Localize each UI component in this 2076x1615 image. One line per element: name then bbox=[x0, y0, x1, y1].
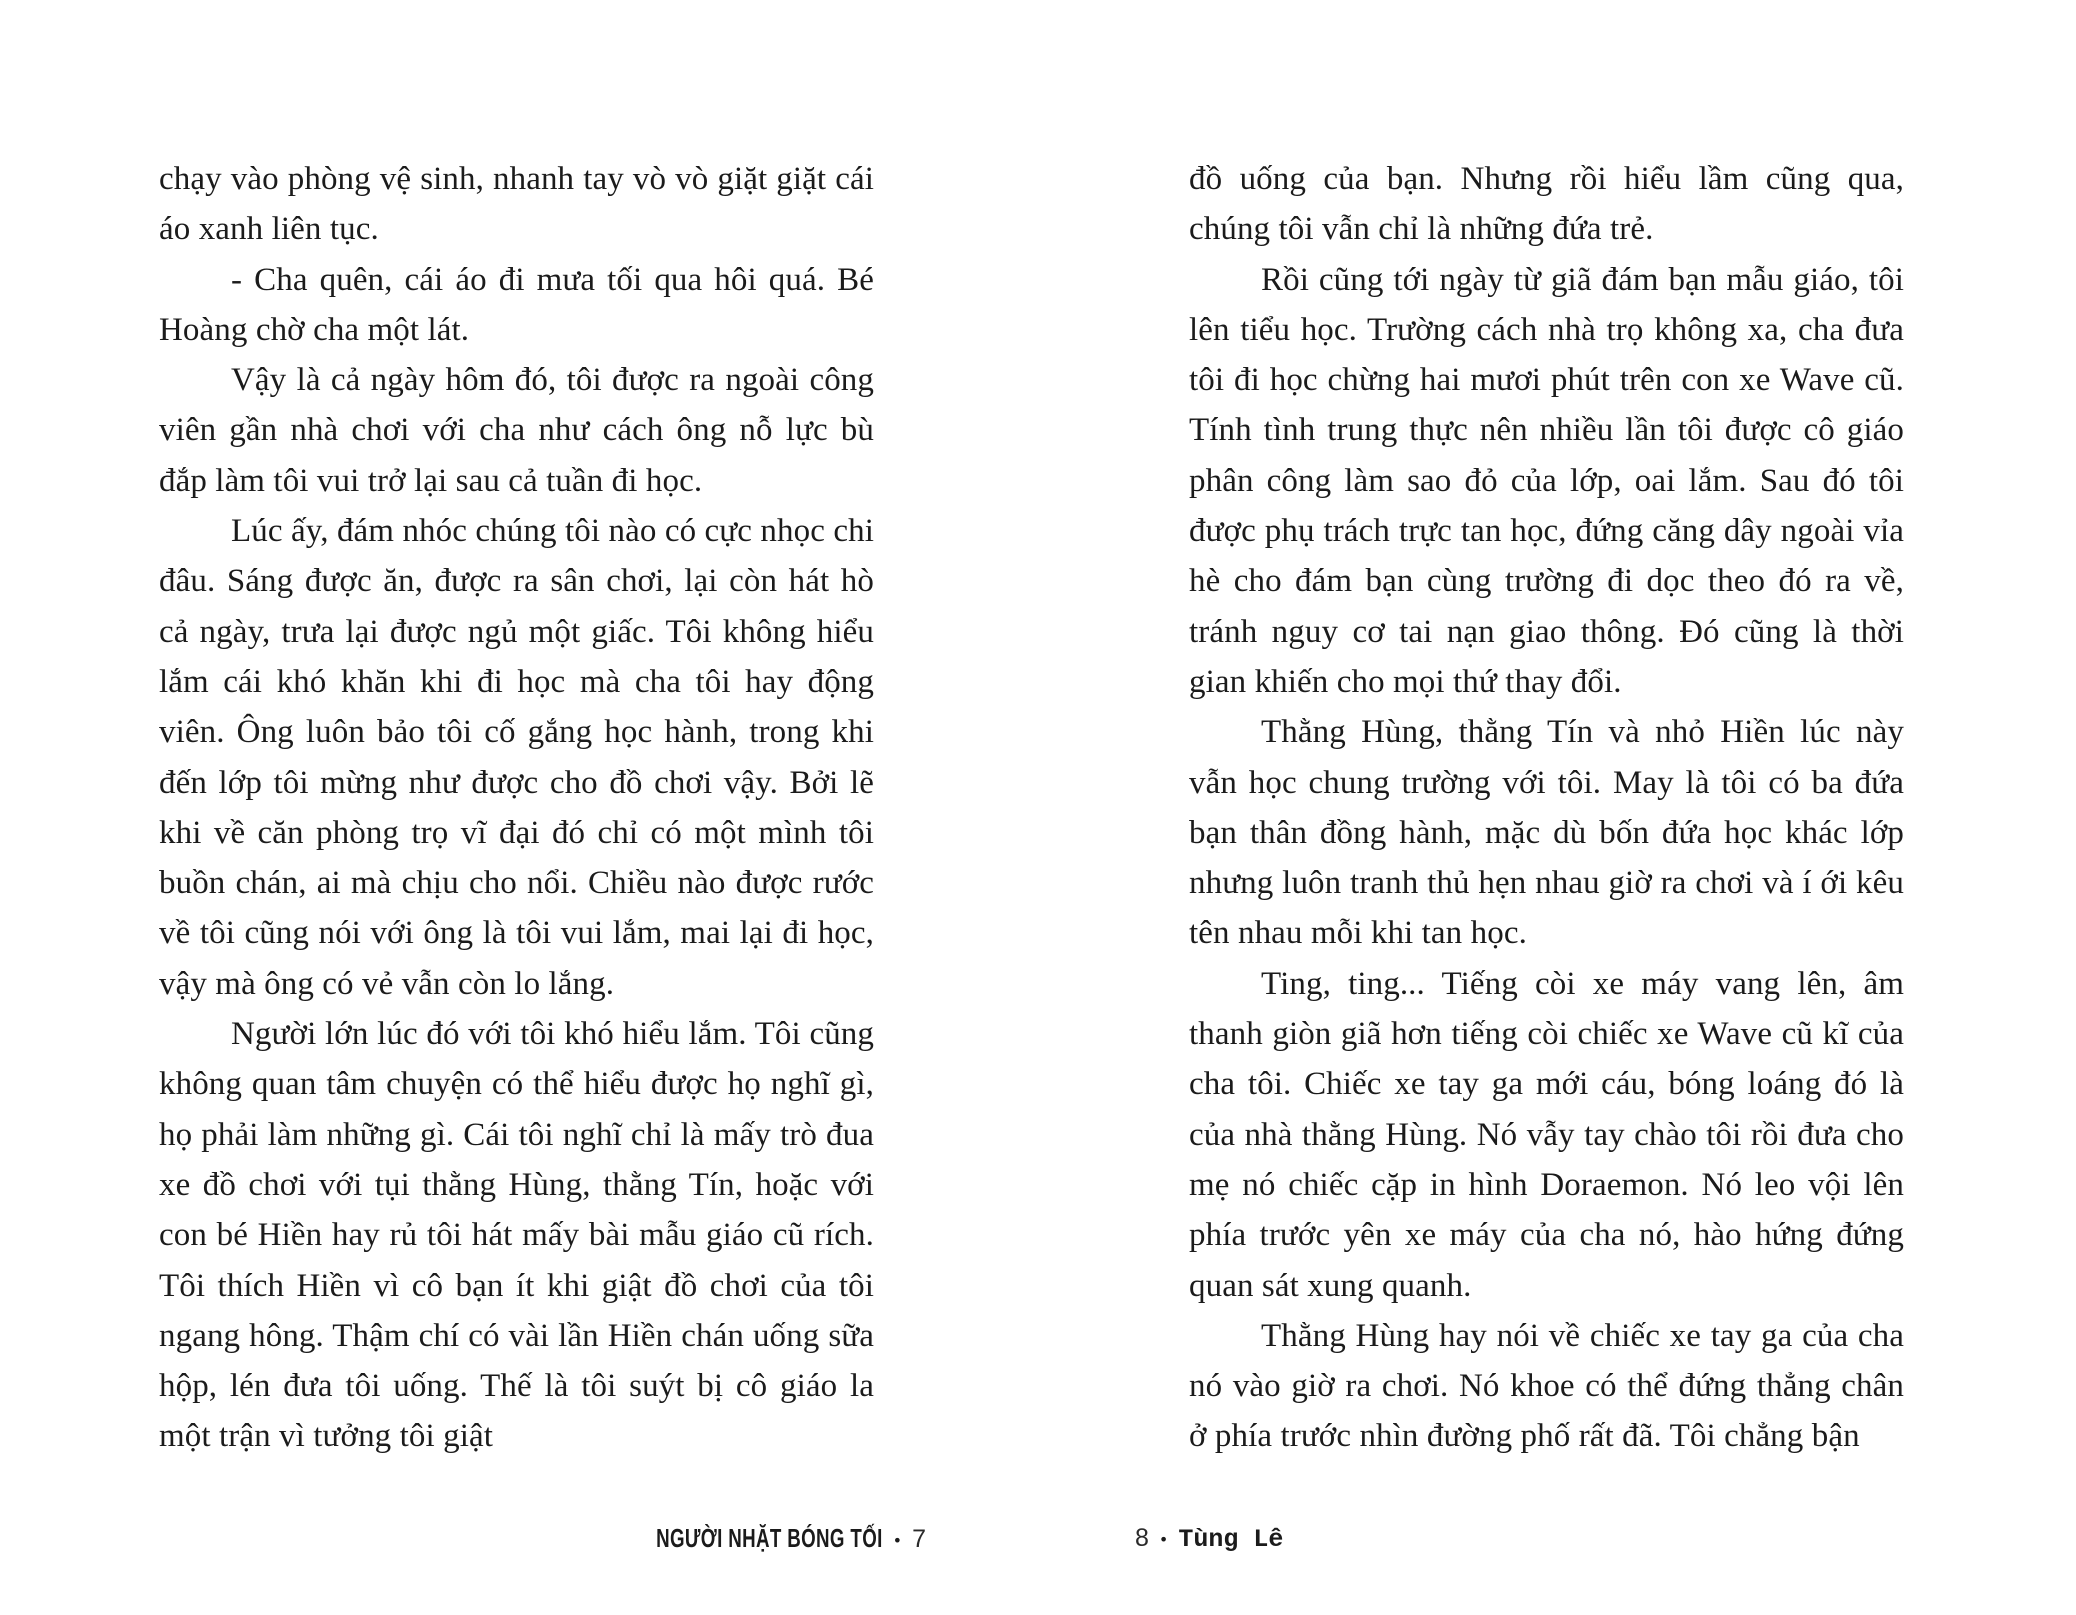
page-number-right: 8 bbox=[1135, 1524, 1149, 1552]
right-paragraph-2: Rồi cũng tới ngày từ giã đám bạn mẫu giáo, tôi lên tiểu học. Trường cách nhà trọ không xa, cha đưa tôi đi học chừng hai mươi phút trên con xe Wave cũ. Tính tình trung thực nên nhiều lần tôi được cô giáo phân công làm sao đỏ của lớp, oai lắm. Sau đó tôi được phụ trách trực tan học, đứng căng dây ngoài vỉa hè cho đám bạn cùng trường đi dọc theo đó ra về, tránh nguy cơ tai nạn giao thông. Đó cũng là thời gian khiến cho mọi thứ thay đổi. bbox=[1189, 261, 1904, 700]
right-page bbox=[1038, 0, 2076, 1615]
left-paragraph-5: Người lớn lúc đó với tôi khó hiểu lắm. Tôi cũng không quan tâm chuyện có thể hiểu được họ nghĩ gì, họ phải làm những gì. Cái tôi nghĩ chỉ là mấy trò đua xe đồ chơi với tụi thằng Hùng, thằng Tín, hoặc với con bé Hiền hay rủ tôi hát mấy bài mẫu giáo cũ rích. Tôi thích Hiền vì cô bạn ít khi giật đồ chơi của tôi ngang hông. Thậm chí có vài lần Hiền chán uống sữa hộp, lén đưa tôi uống. Thế là tôi suýt bị cô giáo la một trận vì tưởng tôi giật bbox=[159, 1016, 874, 1455]
right-paragraph-1: đồ uống của bạn. Nhưng rồi hiểu lầm cũng qua, chúng tôi vẫn chỉ là những đứa trẻ. bbox=[1189, 161, 1904, 248]
right-paragraph-3: Thằng Hùng, thằng Tín và nhỏ Hiền lúc này vẫn học chung trường với tôi. May là tôi có ba đứa bạn thân đồng hành, mặc dù bốn đứa học khác lớp nhưng luôn tranh thủ hẹn nhau giờ ra chơi và í ới kêu tên nhau mỗi khi tan học. bbox=[1189, 714, 1904, 952]
left-page-body bbox=[159, 154, 874, 1462]
footer-bullet: • bbox=[1158, 1530, 1169, 1550]
left-paragraph-4: Lúc ấy, đám nhóc chúng tôi nào có cực nhọc chi đâu. Sáng được ăn, được ra sân chơi, lại còn hát hò cả ngày, trưa lại được ngủ một giấc. Tôi không hiểu lắm cái khó khăn khi đi học mà cha tôi hay động viên. Ông luôn bảo tôi cố gắng học hành, trong khi đến lớp tôi mừng như được cho đồ chơi vậy. Bởi lẽ khi về căn phòng trọ vĩ đại đó chỉ có một mình tôi buồn chán, ai mà chịu cho nổi. Chiều nào được rước về tôi cũng nói với ông là tôi vui lắm, mai lại đi học, vậy mà ông có vẻ vẫn còn lo lắng. bbox=[159, 513, 874, 1002]
right-page-body bbox=[1189, 154, 1904, 1462]
left-paragraph-2: - Cha quên, cái áo đi mưa tối qua hôi quá. Bé Hoàng chờ cha một lát. bbox=[159, 261, 874, 348]
page-number-left: 7 bbox=[912, 1525, 926, 1553]
right-paragraph-4: Ting, ting... Tiếng còi xe máy vang lên, âm thanh giòn giã hơn tiếng còi chiếc xe Wave cũ kĩ của cha tôi. Chiếc xe tay ga mới cáu, bóng loáng đó là của nhà thằng Hùng. Nó vẫy tay chào tôi rồi đưa cho mẹ nó chiếc cặp in hình Doraemon. Nó leo vội lên phía trước yên xe máy của cha nó, hào hứng đứng quan sát xung quanh. bbox=[1189, 965, 1904, 1304]
book-title: NGƯỜI NHẶT BÓNG TỐI bbox=[656, 1523, 883, 1553]
footer-bullet: • bbox=[892, 1531, 903, 1551]
author-name: Tùng Lê bbox=[1178, 1525, 1284, 1554]
left-paragraph-3: Vậy là cả ngày hôm đó, tôi được ra ngoài công viên gần nhà chơi với cha như cách ông nỗ lực bù đắp làm tôi vui trở lại sau cả tuần đi học. bbox=[159, 362, 874, 499]
right-page-footer bbox=[1135, 1518, 1283, 1560]
left-page-footer bbox=[568, 1518, 926, 1561]
right-paragraph-5: Thằng Hùng hay nói về chiếc xe tay ga của cha nó vào giờ ra chơi. Nó khoe có thể đứng thẳng chân ở phía trước nhìn đường phố rất đã. Tôi chẳng bận bbox=[1189, 1317, 1904, 1455]
left-paragraph-1: chạy vào phòng vệ sinh, nhanh tay vò vò giặt giặt cái áo xanh liên tục. bbox=[159, 161, 874, 248]
